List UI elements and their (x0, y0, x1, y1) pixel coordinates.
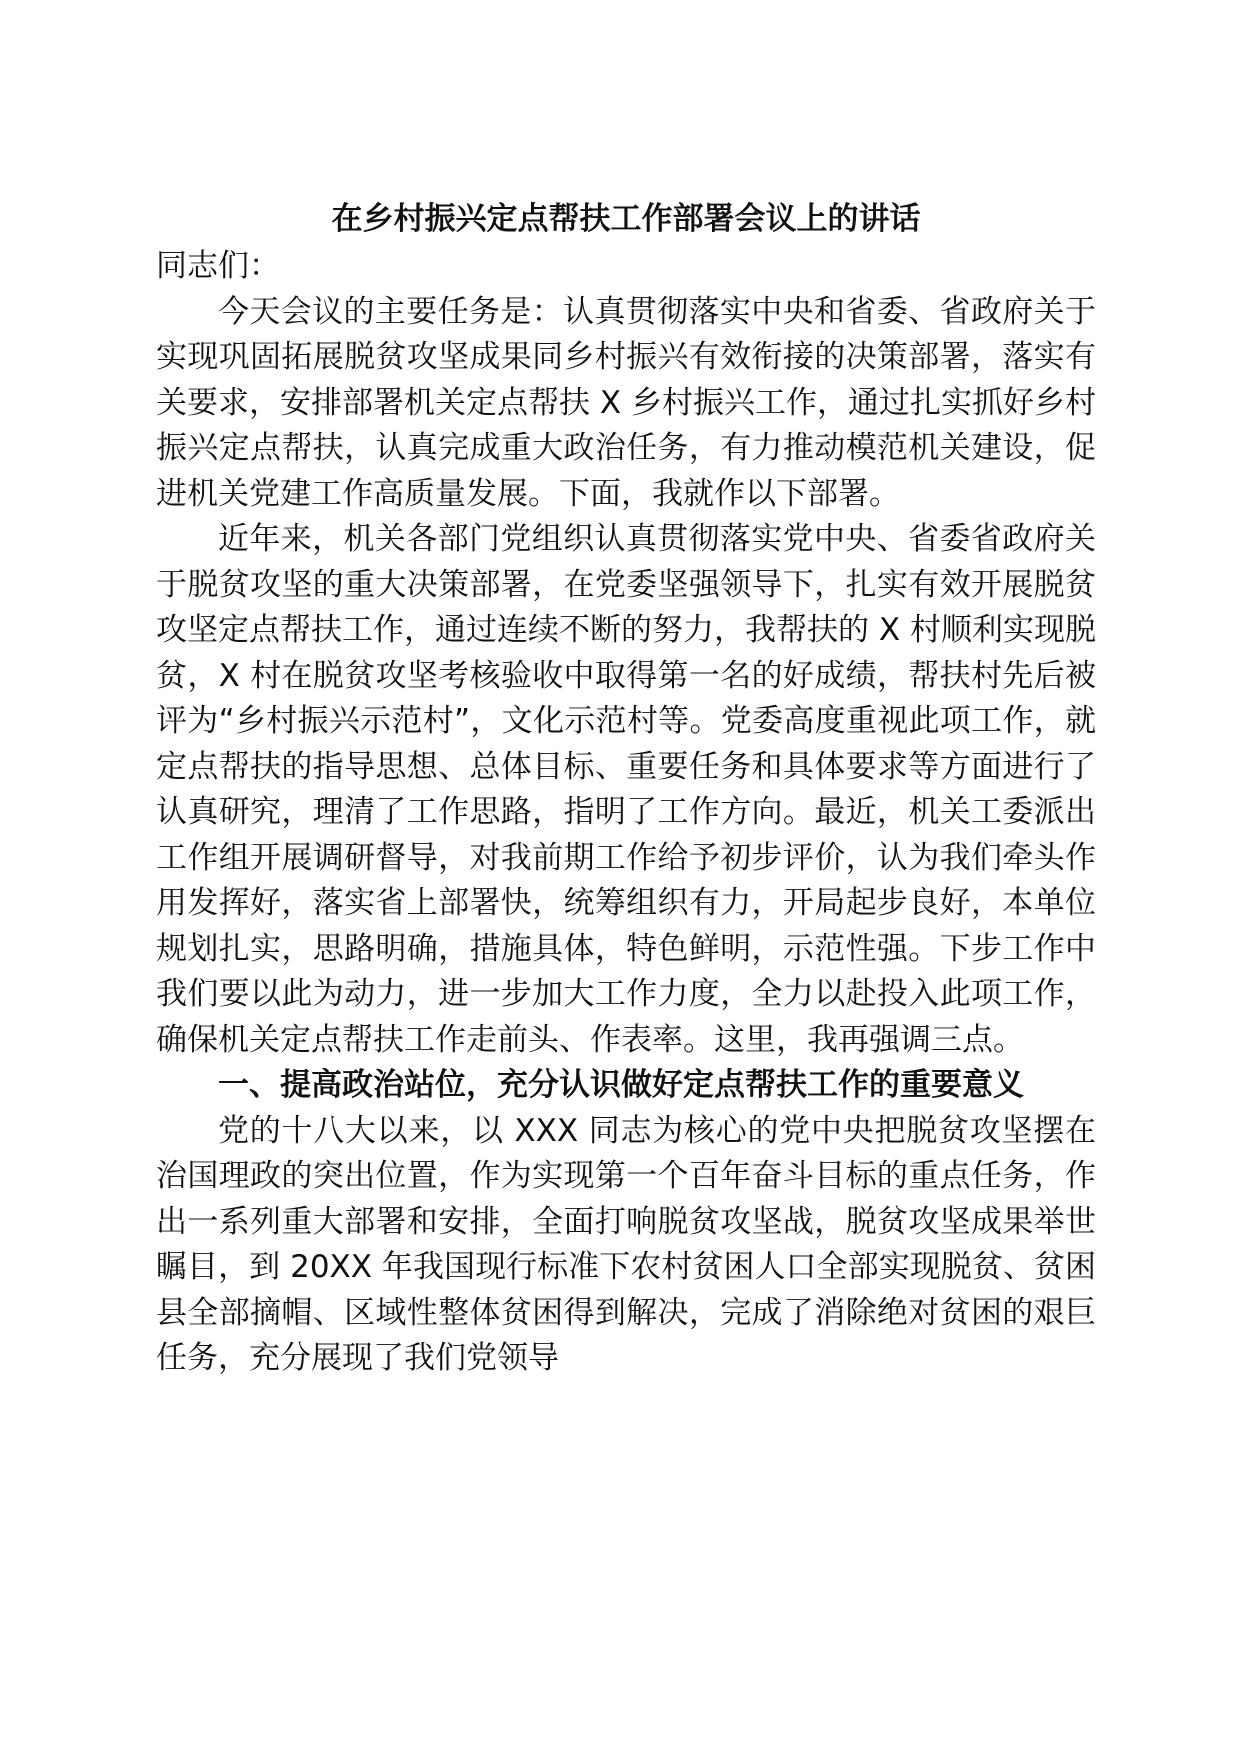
document-title: 在乡村振兴定点帮扶工作部署会议上的讲话 (331, 201, 921, 237)
section-heading-1: 一、提高政治站位，充分认识做好定点帮扶工作的重要意义 (218, 1067, 1024, 1103)
salutation: 同志们： (156, 248, 280, 284)
paragraph-1: 今天会议的主要任务是：认真贯彻落实中央和省委、省政府关于实现巩固拓展脱贫攻坚成果同乡村振兴有效衔接的决策部署，落实有关要求，安排部署机关定点帮扶 X 乡村振兴工作，通过扎实抓好乡村振兴定点帮扶，认真完成重大政治任务，有力推动模范机关建设，促进机关党建工作高质量发展。下面，我就作以下部署。 (156, 293, 1096, 512)
paragraph-2: 近年来，机关各部门党组织认真贯彻落实党中央、省委省政府关于脱贫攻坚的重大决策部署，在党委坚强领导下，扎实有效开展脱贫攻坚定点帮扶工作，通过连续不断的努力，我帮扶的 X 村顺利实现脱贫，X 村在脱贫攻坚考核验收中取得第一名的好成绩，帮扶村先后被评为“乡村振兴示范村”，文化示范村等。党委高度重视此项工作，就定点帮扶的指导思想、总体目标、重要任务和具体要求等方面进行了认真研究，理清了工作思路，指明了工作方向。最近，机关工委派出工作组开展调研督导，对我前期工作给予初步评价，认为我们牵头作用发挥好，落实省上部署快，统筹组织有力，开局起步良好，本单位规划扎实，思路明确，措施具体，特色鲜明，示范性强。下步工作中我们要以此为动力，进一步加大工作力度，全力以赴投入此项工作，确保机关定点帮扶工作走前头、作表率。这里，我再强调三点。 (156, 521, 1096, 1058)
paragraph-3: 党的十八大以来，以 XXX 同志为核心的党中央把脱贫攻坚摆在治国理政的突出位置，作为实现第一个百年奋斗目标的重点任务，作出一系列重大部署和安排，全面打响脱贫攻坚战，脱贫攻坚成果举世瞩目，到 20XX 年我国现行标准下农村贫困人口全部实现脱贫、贫困县全部摘帽、区域性整体贫困得到解决，完成了消除绝对贫困的艰巨任务，充分展现了我们党领导 (156, 1112, 1096, 1376)
document-page (156, 196, 1096, 1382)
